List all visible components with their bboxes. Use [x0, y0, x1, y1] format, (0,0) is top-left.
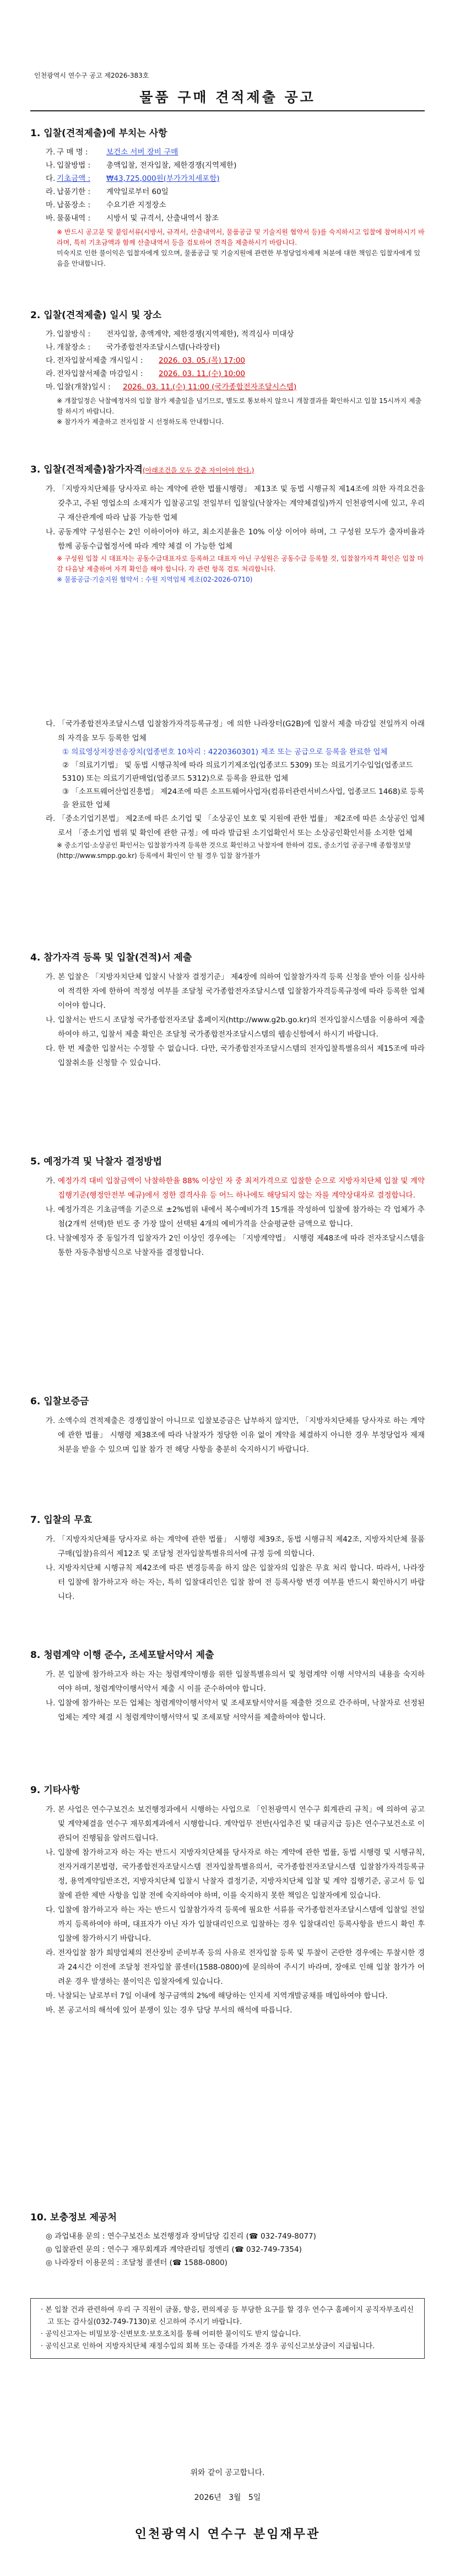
- s3-small-note: ※ 중소기업·소상공인 확인서는 입찰참가자격 등록한 것으로 확인하고 낙찰자에 한하여 검토, 중소기업 공공구매 종합정보망(http://www.smpp.go.kr) 등록에서 확인이 안 될 경우 입찰 참가불가: [57, 841, 411, 860]
- section-3: [30, 463, 425, 585]
- s1-note: 미숙지로 인한 불이익은 입찰자에게 있으며, 물품공급 및 기술지원에 관련한 부정당업자제재 처분에 대한 책임은 입찰자에게 있음을 안내합니다.: [57, 249, 421, 267]
- s8-para-2: 나. 입찰에 참가하는 모든 업체는 청렴계약이행서약서 및 조세포탈서약서를 제출한 것으로 간주하며, 낙찰자로 선정된 업체는 계약 체결 시 청렴계약이행서약서 및 조세포탈 서약서를 제출하여야 합니다.: [46, 1698, 425, 1722]
- s3-item-1: ① 의료영상저장전송장치(업종번호 10차리 : 4220360301) 제조 또는 공급으로 등록을 완료한 업체: [62, 748, 388, 756]
- s3-para-1: 가. 「지방자치단체를 당사자로 하는 계약에 관한 법률시행령」 제13조 및 동법 시행규칙 제14조에 의한 자격요건을 갖추고, 주된 영업소의 소재지가 입찰공고일 전일부터 입찰일(낙찰자는 계약체결일)까지 인천광역시에 있고, 우리 구 재산관계에 따라 납품 가능한 업체: [46, 484, 425, 522]
- s1-row-place: 마. 납품장소 : 수요기관 지정장소: [46, 200, 166, 210]
- section-7: [30, 1514, 425, 1604]
- s7-para-1: 가. 「지방자치단체를 당사자로 하는 계약에 관한 법률」 시행령 제39조, 동법 시행규칙 제42조, 지방자치단체 물품구매(입찰)유의서 제12조 및 조달청 전자입찰특별유의서에 규정 등에 의합니다.: [46, 1534, 425, 1558]
- s10-item-task: ◎ 과업내용 문의 : 연수구보건소 보건행정과 장비담당 김진리 (☎ 032-749-8077): [46, 2231, 316, 2241]
- section-2: [30, 309, 425, 427]
- section-8-title: 8. 청렴계약 이행 준수, 조세포탈서약서 제출: [30, 1650, 214, 1661]
- s5-para-1: 가. 예정가격 대비 입찰금액이 낙찰하한율 88% 이상인 자 중 최저가격으로 입찰한 순으로 지방자치단체 입찰 및 계약 집행기준(행정안전부 예규)에서 정한 결격사유 등 어느 하나에도 해당되지 않는 자를 계약상대자로 결정합니다.: [46, 1176, 425, 1200]
- s1-row-name: 가. 구 매 명 : 보건소 서버 장비 구매: [46, 147, 178, 157]
- title-divider: [30, 110, 425, 111]
- s5-para-2: 나. 예정가격은 기초금액을 기준으로 ±2%범위 내에서 복수예비가격 15개를 작성하여 입찰에 참가하는 각 업체가 추첨(2개씩 선택)한 빈도 중 가장 많이 선택된 4개의 예비가격을 산술평균한 금액으로 합니다.: [46, 1205, 425, 1228]
- s1-row-deadline: 라. 납품기한 : 계약일로부터 60일: [46, 187, 169, 196]
- s3-para-2: 나. 공동계약 구성원수는 2인 이하이어야 하고, 최소지분율은 10% 이상 이어야 하며, 그 구성원 모두가 출자비율과 함께 공동수급협정서에 따라 계약 체결 이 가능한 업체: [46, 527, 425, 551]
- section-10-title: 10. 보충정보 제공처: [30, 2212, 117, 2223]
- s3-warning-note: ※ 구성원 입찰 시 대표자는 공동수급대표자로 등록하고 대표자 아닌 구성원은 공동수급 등록할 것, 입찰참가자격 확인은 입찰 마감 다음날 제출하여 자격 확인을 해야 합니다. 각 관련 항목 검토 처리합니다.: [57, 554, 424, 573]
- section-7-title: 7. 입찰의 무효: [30, 1515, 93, 1526]
- section-4-title: 4. 참가자격 등록 및 입찰(견적)서 제출: [30, 952, 192, 963]
- s9-para-5: 마. 낙찰되는 날로부터 7일 이내에 청구금액의 2%에 해당하는 인지세 지역개발공채를 매입하여야 합니다.: [46, 1991, 388, 2000]
- section-2-title: 2. 입찰(견적제출) 일시 및 장소: [30, 310, 162, 321]
- section-5: [30, 1155, 425, 1260]
- section-1-title: 1. 입찰(견적제출)에 부치는 사항: [30, 128, 167, 139]
- s2-row-place: 나. 개찰장소 : 국가종합전자조달시스템(나라장터): [46, 342, 220, 352]
- s3-item-3: ③ 「소프트웨어산업진흥법」 제24조에 따른 소프트웨어사업자(컴퓨터관련서비스사업, 업종코드 1468)로 등록을 완료한 업체: [62, 787, 425, 809]
- section-5-title: 5. 예정가격 및 낙찰자 결정방법: [30, 1156, 162, 1167]
- s9-para-4: 라. 전자입찰 참가 희망업체의 전산장비 준비부족 등의 사유로 전자입찰 등록 및 투찰이 곤란한 경우에는 투찰시한 경과 24시간 이전에 조달청 전자입찰 콜센터(1588-0800)에 문의하여 주시기 바라며, 장애로 인해 입찰 참가가 어려운 경우 발생하는 불이익은 입찰자에게 있습니다.: [46, 1948, 425, 1986]
- integrity-notice-2: · 공익신고자는 비밀보장·신변보호·보호조치를 통해 어떠한 불이익도 받지 않습니다.: [41, 2330, 301, 2338]
- s9-para-2: 나. 입찰에 참가하고자 하는 자는 반드시 지방자치단체를 당사자로 하는 계약에 관한 법률, 동법 시행령 및 시행규칙, 전자거래기본법령, 국가종합전자조달시스템 전자입찰특별유의서, 국가종합전자조달시스템 입찰참가자격등록규정, 용역계약일반조건, 지방자치단체 입찰시 낙찰자 결정기준, 지방자치단체 입찰 및 계약 집행기준, 공고서 등 입찰에 관한 제반 사항을 입찰 전에 숙지하여야 하며, 이를 숙지하지 못한 책임은 입찰자에게 있습니다.: [46, 1848, 425, 1900]
- section-3-cont: [30, 717, 425, 861]
- integrity-notice-box: [30, 2298, 425, 2359]
- s1-row-items: 바. 물품내역 : 시방서 및 규격서, 산출내역서 참조: [46, 213, 219, 223]
- s2-row-opening-date: 마. 입찰(개찰)일시 : 2026. 03. 11.(수) 11:00 (국가종합전자조달시스템): [46, 382, 297, 391]
- s1-warning-note: ※ 반드시 공고문 및 붙임서류(시방서, 규격서, 산출내역서, 물품공급 및 기술지원 협약서 등)를 숙지하시고 입찰에 참여하시기 바라며, 특히 기초금액과 함께 산출내역서 등을 검토하여 견적을 제출하시기 바랍니다.: [57, 228, 425, 246]
- s3-para-3: 다. 「국가종합전자조달시스템 입찰참가자격등록규정」에 의한 나라장터(G2B)에 입찰서 제출 마감일 전일까지 아래의 자격을 모두 등록한 업체: [46, 720, 425, 743]
- s3-para-4: 라. 「중소기업기본법」 제2조에 따른 소기업 및 「소상공인 보호 및 지원에 관한 법률」 제2조에 따른 소상공인 업체로서 「중소기업 범위 및 확인에 관한 규정」에 따라 발급된 소기업확인서 또는 소상공인확인서를 소지한 업체: [46, 814, 425, 838]
- s2-row-close: 라. 전자입찰서제출 마감일시 : 2026. 03. 11.(수) 10:00: [46, 369, 245, 378]
- s9-para-1: 가. 본 사업은 연수구보건소 보건행정과에서 시행하는 사업으로 「인천광역시 연수구 회계관리 규칙」에 의하여 공고 및 계약체결을 연수구 재무회계과에서 시행합니다. 계약업무 전반(사업추진 및 대금지급 등)은 연수구보건소로 이관되어 진행됨을 알려드립니다.: [46, 1805, 425, 1843]
- section-9-title: 9. 기타사항: [30, 1785, 80, 1796]
- page-title: 물품 구매 견적제출 공고: [139, 89, 316, 105]
- s2-row-open: 다. 전자입찰서제출 개시일시 : 2026. 03. 05.(목) 17:00: [46, 356, 245, 365]
- integrity-notice-3: · 공익신고로 인하여 지방자치단체 재정수입의 회복 또는 증대를 가져온 경우 공익신고보상금이 지급됩니다.: [41, 2342, 375, 2350]
- notice-date: 2026년 3월 5일: [194, 2493, 261, 2502]
- closing-text: 위와 같이 공고합니다.: [190, 2468, 265, 2477]
- s10-item-g2b: ◎ 나라장터 이용문의 : 조달청 콜센터 (☎ 1588-0800): [46, 2258, 228, 2267]
- s3-agreement-note: ※ 물품공급·기술지원 협약서 : 수원 지역업체 제조(02-2026-0710): [57, 575, 253, 583]
- section-10: [30, 2211, 425, 2269]
- section-9: [30, 1784, 425, 2017]
- integrity-notice-1: · 본 입찰 건과 관련하여 우리 구 직원이 금품, 향응, 편의제공 등 부당한 요구를 할 경우 연수구 홈페이지 공직자부조리신고 또는 감사실(032-749-7130)로 신고하여 주시기 바랍니다.: [41, 2306, 414, 2326]
- section-8: [30, 1649, 425, 1725]
- s5-para-3: 다. 낙찰예정자 중 동일가격 입찰자가 2인 이상인 경우에는 「지방계약법」 시행령 제48조에 따라 전자조달시스템을 통한 자동추첨방식으로 낙찰자를 결정합니다.: [46, 1233, 425, 1257]
- s4-para-2: 나. 입찰서는 반드시 조달청 국가종합전자조달 홈페이지(http://www.g2b.go.kr)의 전자입찰시스템을 이용하여 제출하여야 하고, 입찰서 제출 확인은 조달청 국가종합전자조달시스템의 웹송신함에서 하시기 바랍니다.: [46, 1015, 425, 1039]
- s8-para-1: 가. 본 입찰에 참가하고자 하는 자는 청렴계약이행을 위한 입찰특별유의서 및 청렴계약 이행 서약서의 내용을 숙지하여야 하며, 청렴계약이행서약서 제출 시 이를 준수하여야 합니다.: [46, 1670, 425, 1693]
- s4-para-1: 가. 본 입찰은 「지방자치단체 입찰시 낙찰자 결정기준」 제4장에 의하여 입찰참가자격 등록 신청을 받아 이를 심사하여 적격한 자에 한하여 적정성 여부를 조달청 국가종합전자조달시스템 입찰참가자격등록규정에 따라 등록한 업체이어야 합니다.: [46, 972, 425, 1010]
- s3-item-2: ② 「의료기기법」 및 동법 시행규칙에 따라 의료기기제조업(업종코드 5309) 또는 의료기기수입업(업종코드 5310) 또는 의료기기판매업(업종코드 5312)으로 등록을 완료한 업체: [62, 761, 413, 783]
- section-1: [30, 127, 425, 269]
- signature: 인천광역시 연수구 분임재무관: [134, 2527, 321, 2541]
- s1-row-method: 나. 입찰방법 : 총액입찰, 전자입찰, 제한경쟁(지역제한): [46, 160, 237, 170]
- section-6: [30, 1395, 425, 1457]
- s7-para-2: 나. 지방자치단체 시행규칙 제42조에 따른 변경등록을 하지 않은 입찰자의 입찰은 무효 처리 합니다. 따라서, 나라장터 입찰에 참가하고자 하는 자는, 특히 입찰대리인은 입찰 참여 전 등록사항 변경 여부를 반드시 확인하시기 바랍니다.: [46, 1563, 425, 1601]
- s1-row-base-price: 다. 기초금액 : ₩43,725,000원(부가가치세포함): [46, 174, 220, 183]
- s9-para-3: 다. 입찰에 참가하고자 하는 자는 반드시 입찰참가자격 등록에 필요한 서류를 국가종합전자조달시스템에 입찰일 전일까지 등록하여야 하며, 대표자가 아닌 자가 입찰대리인으로 입찰하는 경우 입찰대리인 등록사항을 반드시 확인 후 입찰에 참가하시기 바랍니다.: [46, 1905, 425, 1943]
- s2-row-method: 가. 입찰방식 : 전자입찰, 총액계약, 제한경쟁(지역제한), 적격심사 미대상: [46, 329, 294, 339]
- s6-para-1: 가. 소액수의 견적제출은 경쟁입찰이 아니므로 입찰보증금은 납부하지 않지만, 「지방자치단체를 당사자로 하는 계약에 관한 법률」 시행령 제38조에 따라 낙찰자가 정당한 이유 없이 계약을 체결하지 아니한 경우 부정당업자 제재 처분을 받을 수 있으며 입찰 참가 전 해당 사항을 충분히 숙지하시기 바랍니다.: [46, 1416, 425, 1454]
- section-6-title: 6. 입찰보증금: [30, 1396, 89, 1407]
- s9-para-6: 바. 본 공고서의 해석에 있어 분쟁이 있는 경우 담당 부서의 해석에 따릅니다.: [46, 2005, 292, 2015]
- notice-number: 인천광역시 연수구 공고 제2026-383호: [34, 72, 149, 79]
- s4-para-3: 다. 한 번 제출한 입찰서는 수정할 수 없습니다. 다만, 국가종합전자조달시스템의 전자입찰특별유의서 제15조에 따라 입찰취소를 신청할 수 있습니다.: [46, 1044, 425, 1067]
- s2-note-1: ※ 개찰일정은 낙찰예정자의 입찰 참가 제출일을 넘기므로, 별도로 통보하지 않으니 개찰결과를 확인하시고 입찰 15시까지 제출할 하시기 바랍니다.: [57, 396, 422, 415]
- section-3-title: 3. 입찰(견적제출)참가자격(아래조건을 모두 갖춘 자이어야 한다.): [30, 464, 254, 475]
- s10-item-bid: ◎ 입찰관련 문의 : 연수구 재무회계과 계약관리팀 정엔리 (☎ 032-749-7354): [46, 2245, 302, 2254]
- s2-note-2: ※ 참가자가 제출하고 전자입찰 시 선정하도록 안내합니다.: [57, 417, 224, 426]
- section-4: [30, 951, 425, 1070]
